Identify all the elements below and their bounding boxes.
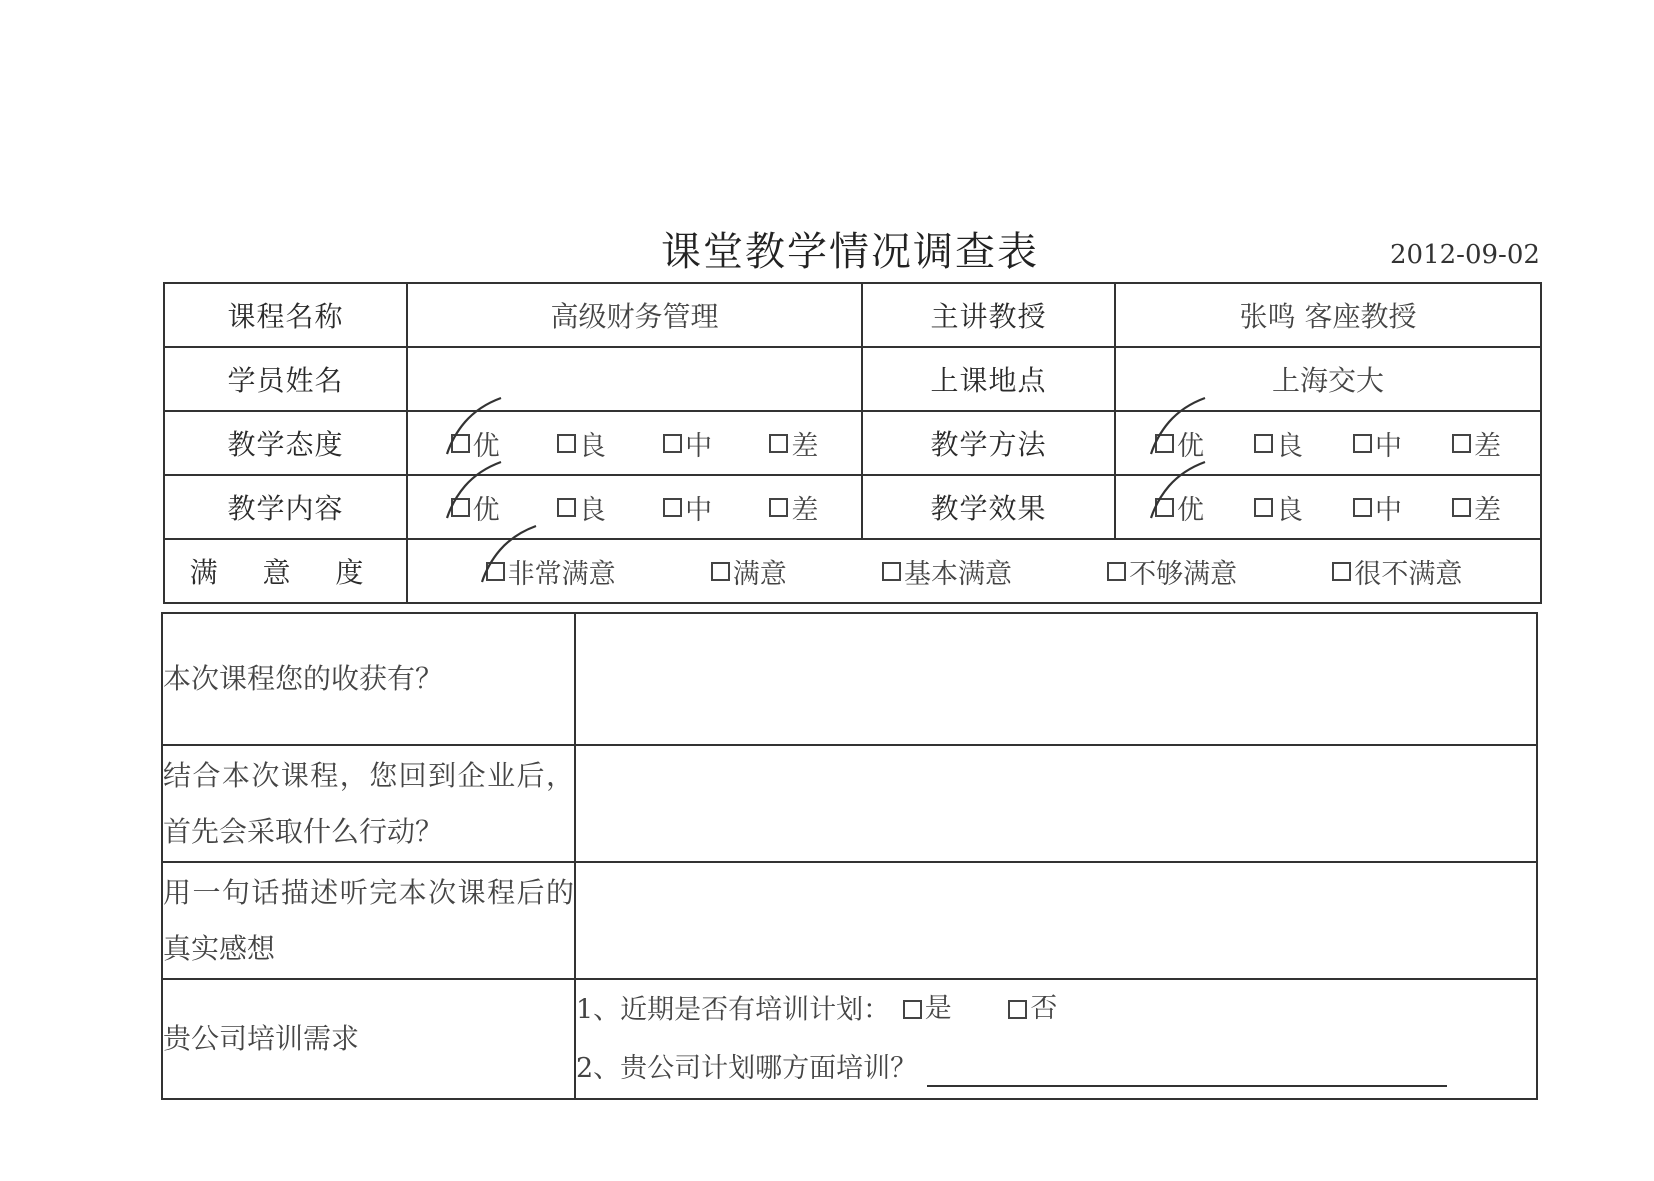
- checkbox-icon[interactable]: [1107, 562, 1126, 581]
- rating-option[interactable]: [451, 488, 500, 527]
- option-label: 不够满意: [1129, 558, 1238, 590]
- option-label: 优: [472, 430, 500, 462]
- table-row: [164, 347, 1541, 411]
- option-label: 中: [685, 494, 713, 526]
- rating-options-effect: [1115, 475, 1541, 539]
- option-label: 良: [1276, 494, 1303, 526]
- checkbox-icon[interactable]: [1254, 434, 1273, 453]
- rating-option[interactable]: [1254, 424, 1303, 463]
- checkbox-icon[interactable]: [486, 562, 505, 581]
- satisfaction-option[interactable]: [1107, 552, 1237, 591]
- rating-label-attitude: 教学态度: [164, 411, 407, 475]
- rating-options-content: [407, 475, 862, 539]
- option-label: 中: [1375, 494, 1402, 526]
- option-label: 优: [1177, 430, 1204, 462]
- rating-option[interactable]: [1452, 488, 1501, 527]
- question-feeling: 用一句话描述听完本次课程后的真实感想: [162, 862, 575, 979]
- question-gains: 本次课程您的收获有？: [162, 613, 575, 745]
- option-label: 优: [1177, 494, 1204, 526]
- checkbox-icon[interactable]: [1008, 1000, 1027, 1019]
- answer-feeling-field[interactable]: [575, 862, 1537, 979]
- form-title: 课堂教学情况调查表: [661, 229, 1039, 275]
- rating-label-method: 教学方法: [862, 411, 1115, 475]
- satisfaction-option[interactable]: [1332, 552, 1462, 591]
- option-label: 良: [578, 494, 606, 526]
- checkbox-icon[interactable]: [1155, 498, 1174, 517]
- checkbox-icon[interactable]: [663, 498, 682, 517]
- checkbox-icon[interactable]: [711, 562, 730, 581]
- checkbox-icon[interactable]: [1353, 434, 1372, 453]
- student-name-field[interactable]: [407, 347, 862, 411]
- training-plan-text: 1、近期是否有培训计划：: [576, 994, 891, 1026]
- table-row: [162, 613, 1537, 745]
- answer-gains-field[interactable]: [575, 613, 1537, 745]
- rating-option[interactable]: [1254, 488, 1303, 527]
- option-label: 是: [924, 993, 952, 1024]
- location-value[interactable]: 上海交大: [1115, 347, 1541, 411]
- form-date: 2012-09-02: [1390, 240, 1540, 270]
- checkbox-icon[interactable]: [557, 498, 576, 517]
- rating-option[interactable]: [769, 424, 818, 463]
- training-plan-no[interactable]: [1008, 980, 1057, 1038]
- info-rating-table: [163, 282, 1542, 604]
- rating-option[interactable]: [769, 488, 818, 527]
- student-name-label: 学员姓名: [164, 347, 407, 411]
- rating-option[interactable]: [1353, 488, 1402, 527]
- rating-option[interactable]: [663, 488, 712, 527]
- rating-label-content: 教学内容: [164, 475, 407, 539]
- rating-option[interactable]: [451, 424, 500, 463]
- table-row: [162, 745, 1537, 862]
- satisfaction-options: [407, 539, 1541, 603]
- question-action: 结合本次课程，您回到企业后，首先会采取什么行动？: [162, 745, 575, 862]
- option-label: 满意: [732, 558, 787, 590]
- option-label: 非常满意: [507, 558, 616, 590]
- table-row: [164, 283, 1541, 347]
- training-needs-label: 贵公司培训需求: [162, 979, 575, 1099]
- checkbox-icon[interactable]: [1452, 498, 1471, 517]
- questions-table: [161, 612, 1538, 1100]
- option-label: 否: [1030, 993, 1058, 1024]
- option-label: 良: [1276, 430, 1303, 462]
- training-area-question: [576, 1040, 1536, 1098]
- checkbox-icon[interactable]: [557, 434, 576, 453]
- checkbox-icon[interactable]: [1332, 562, 1351, 581]
- rating-option[interactable]: [1353, 424, 1402, 463]
- table-row: [164, 539, 1541, 603]
- lecturer-value[interactable]: 张鸣 客座教授: [1115, 283, 1541, 347]
- satisfaction-option[interactable]: [486, 552, 616, 591]
- option-label: 很不满意: [1354, 558, 1463, 590]
- training-area-text: 2、贵公司计划哪方面培训？: [576, 1052, 918, 1084]
- rating-option[interactable]: [557, 488, 606, 527]
- course-name-label: 课程名称: [164, 283, 407, 347]
- rating-option[interactable]: [1452, 424, 1501, 463]
- rating-option[interactable]: [1155, 424, 1204, 463]
- checkbox-icon[interactable]: [769, 498, 788, 517]
- rating-option[interactable]: [557, 424, 606, 463]
- option-label: 中: [685, 430, 713, 462]
- rating-options-attitude: [407, 411, 862, 475]
- training-area-field[interactable]: [927, 1051, 1447, 1087]
- rating-option[interactable]: [663, 424, 712, 463]
- checkbox-icon[interactable]: [1353, 498, 1372, 517]
- satisfaction-option[interactable]: [882, 552, 1012, 591]
- checkbox-icon[interactable]: [663, 434, 682, 453]
- rating-option[interactable]: [1155, 488, 1204, 527]
- checkbox-icon[interactable]: [1452, 434, 1471, 453]
- satisfaction-option[interactable]: [711, 552, 787, 591]
- answer-action-field[interactable]: [575, 745, 1537, 862]
- option-label: 差: [791, 430, 819, 462]
- table-row: [162, 979, 1537, 1099]
- location-label: 上课地点: [862, 347, 1115, 411]
- lecturer-label: 主讲教授: [862, 283, 1115, 347]
- satisfaction-label: 满 意 度: [164, 539, 407, 603]
- training-plan-question: [576, 980, 1536, 1040]
- checkbox-icon[interactable]: [1155, 434, 1174, 453]
- rating-options-method: [1115, 411, 1541, 475]
- training-needs-cell: [575, 979, 1537, 1099]
- option-label: 差: [791, 494, 819, 526]
- training-plan-yes[interactable]: [903, 980, 952, 1038]
- rating-label-effect: 教学效果: [862, 475, 1115, 539]
- checkbox-icon[interactable]: [451, 434, 470, 453]
- checkbox-icon[interactable]: [903, 1000, 922, 1019]
- course-name-value[interactable]: 高级财务管理: [407, 283, 862, 347]
- checkbox-icon[interactable]: [1254, 498, 1273, 517]
- table-row: [164, 475, 1541, 539]
- option-label: 差: [1474, 430, 1501, 462]
- option-label: 差: [1474, 494, 1501, 526]
- option-label: 中: [1375, 430, 1402, 462]
- option-label: 优: [472, 494, 500, 526]
- table-row: [164, 411, 1541, 475]
- option-label: 良: [578, 430, 606, 462]
- table-row: [162, 862, 1537, 979]
- checkbox-icon[interactable]: [451, 498, 470, 517]
- checkbox-icon[interactable]: [769, 434, 788, 453]
- option-label: 基本满意: [903, 558, 1012, 590]
- checkbox-icon[interactable]: [882, 562, 901, 581]
